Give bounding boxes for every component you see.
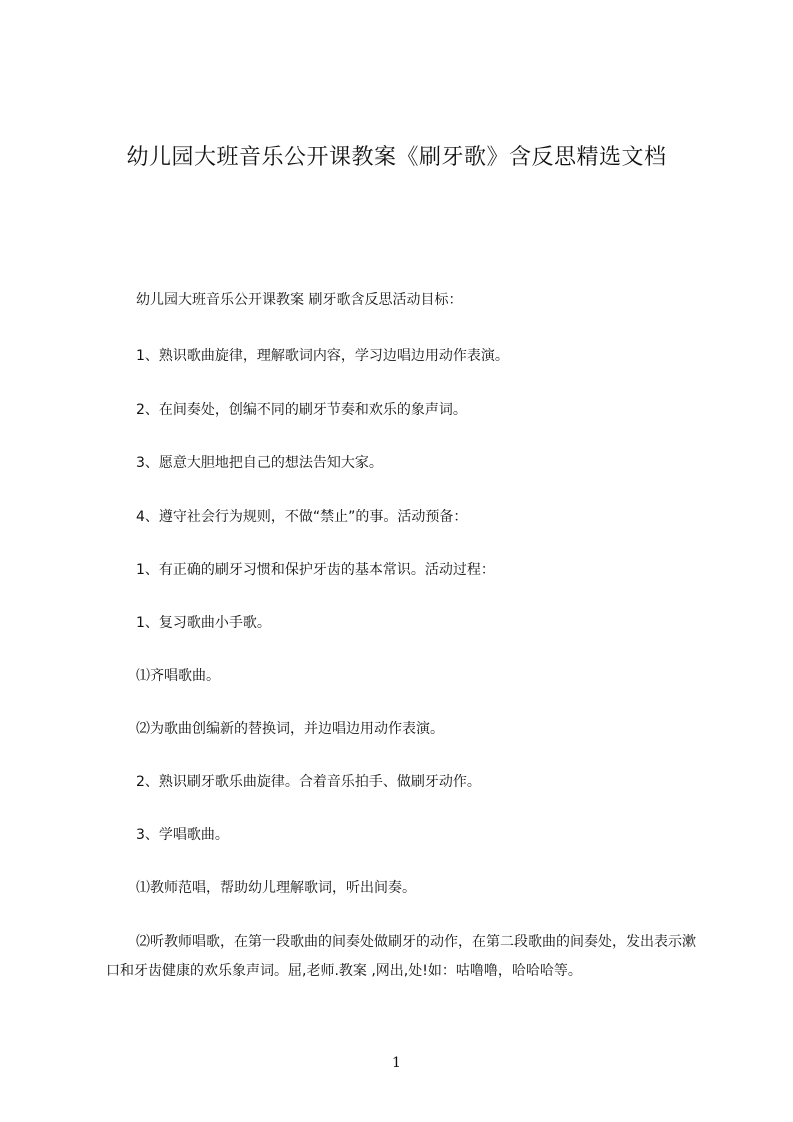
paragraph-objective-4: 4、遵守社会行为规则，不做“禁止”的事。活动预备： xyxy=(136,509,468,525)
paragraph-objectives-heading: 幼儿园大班音乐公开课教案 刷牙歌含反思活动目标： xyxy=(136,292,463,308)
paragraph-process-3-b: ⑵听教师唱歌，在第一段歌曲的间奏处做刷牙的动作，在第二段歌曲的间奏处，发出表示漱口和牙齿健康的欢乐象声词。屈,老师.教案 ,网出,处!如：咕噜噜，哈哈哈等。 xyxy=(106,934,696,979)
page-number: 1 xyxy=(392,1055,401,1071)
paragraph-process-1-a: ⑴齐唱歌曲。 xyxy=(136,668,220,684)
paragraph-preparation-1: 1、有正确的刷牙习惯和保护牙齿的基本常识。活动过程： xyxy=(136,562,495,578)
paragraph-objective-1: 1、熟识歌曲旋律，理解歌词内容，学习边唱边用动作表演。 xyxy=(136,348,509,364)
paragraph-objective-2: 2、在间奏处，创编不同的刷牙节奏和欢乐的象声词。 xyxy=(136,402,467,418)
document-title: 幼儿园大班音乐公开课教案《刷牙歌》含反思精选文档 xyxy=(126,145,667,170)
paragraph-process-2: 2、熟识刷牙歌乐曲旋律。合着音乐拍手、做刷牙动作。 xyxy=(136,774,481,790)
paragraph-process-3-a: ⑴教师范唱，帮助幼儿理解歌词，听出间奏。 xyxy=(136,880,416,896)
paragraph-process-1-b: ⑵为歌曲创编新的替换词，并边唱边用动作表演。 xyxy=(136,721,444,737)
paragraph-objective-3: 3、愿意大胆地把自己的想法告知大家。 xyxy=(136,455,383,471)
paragraph-process-3: 3、学唱歌曲。 xyxy=(136,827,229,843)
paragraph-process-1: 1、复习歌曲小手歌。 xyxy=(136,615,271,631)
